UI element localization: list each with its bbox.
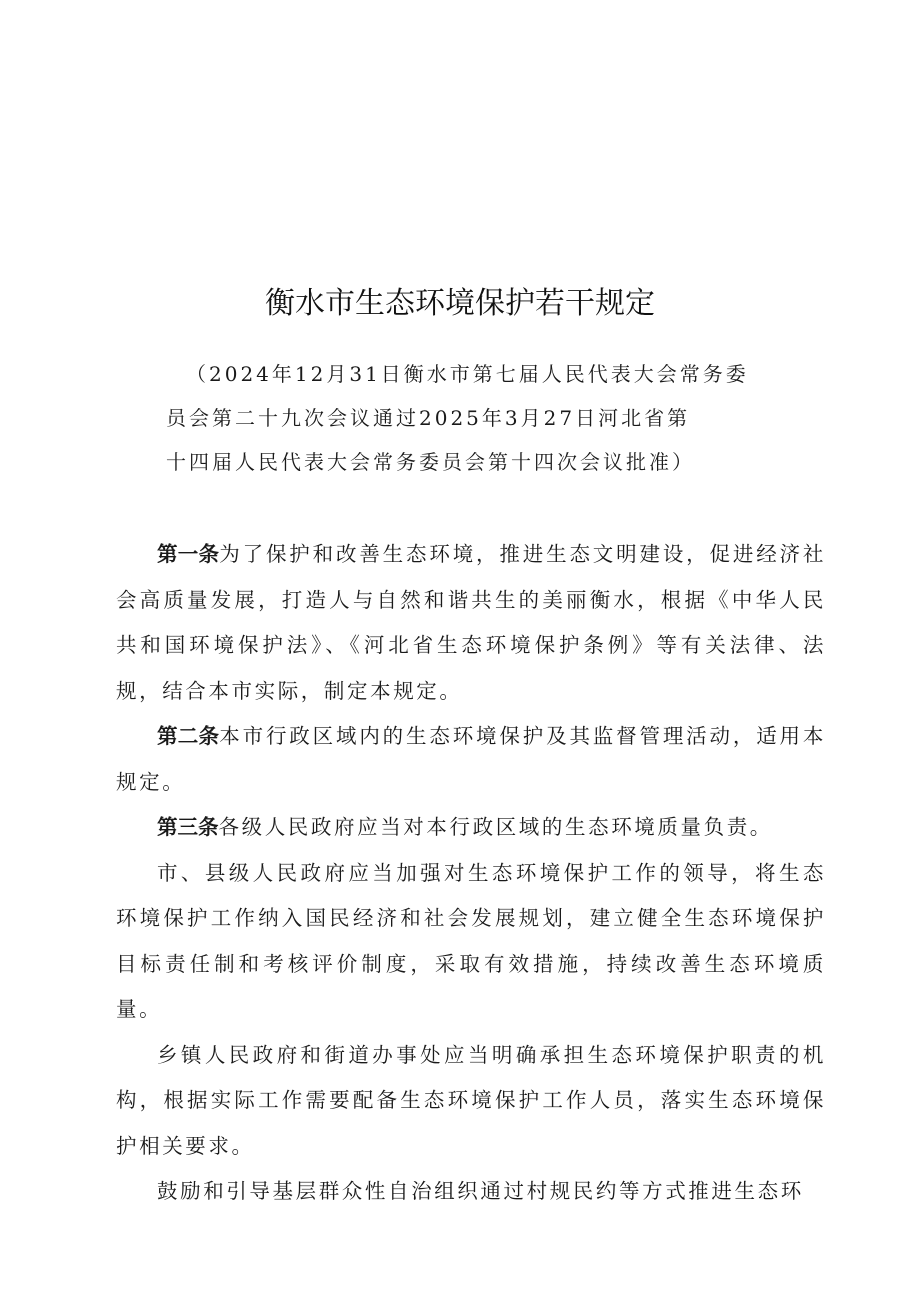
clause-text: 乡镇人民政府和街道办事处应当明确承担生态环境保护职责的机构，根据实际工作需要配备生态环境保护工作人员，落实生态环境保护相关要求。 (116, 1042, 826, 1158)
article-number: 第一条 (157, 542, 220, 566)
article-text: 为了保护和改善生态环境，推进生态文明建设，促进经济社会高质量发展，打造人与自然和谐共生的美丽衡水，根据《中华人民共和国环境保护法》、《河北省生态环境保护条例》等有关法律、法规，结合本市实际，制定本规定。 (116, 542, 827, 703)
adoption-note-line: 十四届人民代表大会常务委员会第十四次会议批准） (166, 450, 695, 474)
article-number: 第二条 (157, 724, 220, 748)
document-title: 衡水市生态环境保护若干规定 (265, 286, 655, 322)
article-number: 第三条 (157, 815, 219, 839)
document-body (116, 532, 826, 1215)
clause-paragraph (116, 1169, 826, 1215)
clause-text: 市、县级人民政府应当加强对生态环境保护工作的领导，将生态环境保护工作纳入国民经济和社会发展规划，建立健全生态环境保护目标责任制和考核评价制度，采取有效措施，持续改善生态环境质量。 (116, 860, 826, 1021)
article-text: 本市行政区域内的生态环境保护及其监督管理活动，适用本规定。 (116, 724, 827, 794)
adoption-note (166, 352, 766, 484)
adoption-note-line: （2024年12月31日衡水市第七届人民代表大会常务委 (186, 362, 749, 386)
clause-paragraph (116, 1033, 826, 1170)
adoption-note-line: 员会第二十九次会议通过2025年3月27日河北省第 (166, 406, 691, 430)
article-paragraph (116, 805, 826, 851)
article-paragraph (116, 532, 826, 714)
clause-paragraph (116, 851, 826, 1033)
article-text: 各级人民政府应当对本行政区域的生态环境质量负责。 (218, 815, 773, 839)
clause-text: 鼓励和引导基层群众性自治组织通过村规民约等方式推进生态环 (157, 1179, 804, 1203)
article-paragraph (116, 714, 826, 805)
